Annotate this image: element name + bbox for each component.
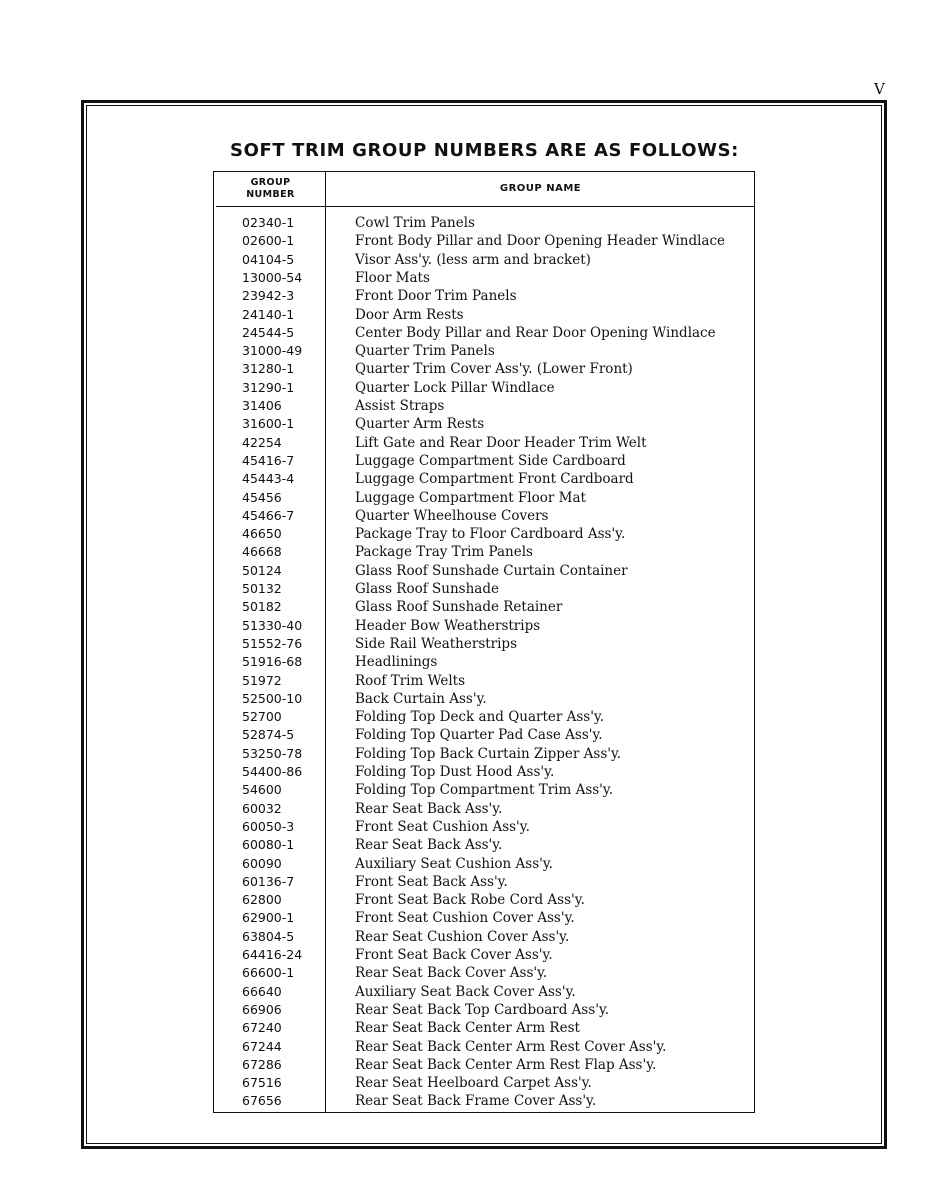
table-row <box>242 525 742 543</box>
table-row <box>242 306 742 324</box>
group-number: 50124 <box>242 562 282 578</box>
group-number: 02340-1 <box>242 215 295 230</box>
group-name: Front Seat Cushion Ass'y. <box>355 818 530 835</box>
table-row <box>242 672 742 690</box>
table-row <box>242 763 742 781</box>
group-number: 67286 <box>242 1056 282 1072</box>
group-name: Rear Seat Back Center Arm Rest <box>355 1020 580 1037</box>
table-row <box>242 251 742 269</box>
group-number: 45443-4 <box>242 471 295 487</box>
column-header-number-line2: NUMBER <box>246 189 295 200</box>
group-number: 52874-5 <box>242 727 295 743</box>
group-name: Front Seat Back Robe Cord Ass'y. <box>355 892 585 909</box>
group-number: 67244 <box>242 1038 282 1054</box>
group-name: Cowl Trim Panels <box>355 215 475 231</box>
table-row <box>242 543 742 561</box>
group-number: 54400-86 <box>242 764 303 779</box>
group-name: Package Tray to Floor Cardboard Ass'y. <box>355 526 626 543</box>
group-name: Front Body Pillar and Door Opening Header Windlace <box>355 233 726 250</box>
page-heading: SOFT TRIM GROUP NUMBERS ARE AS FOLLOWS: <box>230 140 739 161</box>
group-name: Headlinings <box>355 654 438 671</box>
group-number: 02600-1 <box>242 233 295 249</box>
group-number: 31600-1 <box>242 416 295 432</box>
group-number: 62900-1 <box>242 910 295 926</box>
table-row <box>242 855 742 873</box>
group-name: Rear Seat Heelboard Carpet Ass'y. <box>355 1075 592 1092</box>
group-number: 31290-1 <box>242 379 295 395</box>
table-row <box>242 415 742 433</box>
group-name: Rear Seat Back Ass'y. <box>355 800 503 817</box>
group-number: 66906 <box>242 1001 282 1017</box>
group-number: 60080-1 <box>242 837 295 853</box>
group-name: Folding Top Compartment Trim Ass'y. <box>355 782 614 799</box>
group-number: 60032 <box>242 800 282 816</box>
group-name: Front Door Trim Panels <box>355 288 517 305</box>
group-number: 66640 <box>242 983 282 999</box>
group-name: Roof Trim Welts <box>355 672 466 689</box>
group-name: Door Arm Rests <box>355 306 464 323</box>
group-number: 64416-24 <box>242 947 303 962</box>
table-row <box>242 397 742 415</box>
page-number: V <box>874 80 885 98</box>
group-name: Rear Seat Back Top Cardboard Ass'y. <box>355 1001 610 1018</box>
table-row <box>242 818 742 836</box>
group-number: 60136-7 <box>242 873 295 889</box>
group-number: 62800 <box>242 892 282 908</box>
table-row <box>242 287 742 305</box>
column-header-group-name: GROUP NAME <box>499 183 582 194</box>
table-row <box>242 1038 742 1056</box>
group-name: Glass Roof Sunshade <box>355 581 499 597</box>
table-row <box>242 891 742 909</box>
group-number: 51972 <box>242 672 282 688</box>
group-name: Header Bow Weatherstrips <box>355 617 541 634</box>
group-name: Rear Seat Back Cover Ass'y. <box>355 965 548 982</box>
table-row <box>242 726 742 744</box>
group-name: Package Tray Trim Panels <box>355 544 533 561</box>
table-row <box>242 452 742 470</box>
group-number: 67656 <box>242 1093 282 1109</box>
group-name: Front Seat Cushion Cover Ass'y. <box>355 910 575 927</box>
group-name: Side Rail Weatherstrips <box>355 635 518 652</box>
group-number: 45466-7 <box>242 507 295 523</box>
group-number: 50132 <box>242 581 282 596</box>
group-name: Luggage Compartment Floor Mat <box>355 489 586 506</box>
table-row <box>242 1074 742 1092</box>
group-name: Quarter Trim Cover Ass'y. (Lower Front) <box>355 361 633 378</box>
group-number: 42254 <box>242 434 282 450</box>
table-row <box>242 470 742 488</box>
group-number: 67240 <box>242 1020 282 1036</box>
table-row <box>242 800 742 818</box>
table-row <box>242 580 742 598</box>
group-name: Luggage Compartment Front Cardboard <box>355 471 634 488</box>
table-row <box>242 1056 742 1074</box>
group-number: 60090 <box>242 855 282 871</box>
group-number: 24140-1 <box>242 306 295 322</box>
group-name: Luggage Compartment Side Cardboard <box>355 452 626 469</box>
group-name: Rear Seat Back Center Arm Rest Cover Ass'y. <box>355 1038 667 1055</box>
group-number: 31280-1 <box>242 361 295 377</box>
table-row <box>242 928 742 946</box>
group-name: Quarter Wheelhouse Covers <box>355 507 549 524</box>
table-row <box>242 617 742 635</box>
group-name: Rear Seat Cushion Cover Ass'y. <box>355 928 570 945</box>
group-number: 46650 <box>242 526 282 542</box>
table-row <box>242 836 742 854</box>
table-row <box>242 1001 742 1019</box>
group-number: 13000-54 <box>242 269 303 285</box>
group-name: Quarter Trim Panels <box>355 343 495 360</box>
table-row <box>242 964 742 982</box>
table-row <box>242 379 742 397</box>
table-row <box>242 1092 742 1110</box>
group-number: 24544-5 <box>242 324 295 340</box>
group-number: 52700 <box>242 709 282 725</box>
group-number: 66600-1 <box>242 965 295 981</box>
table-row <box>242 598 742 616</box>
group-number: 51916-68 <box>242 654 303 670</box>
group-number: 23942-3 <box>242 288 295 304</box>
group-name: Center Body Pillar and Rear Door Opening Windlace <box>355 324 716 341</box>
group-name: Back Curtain Ass'y. <box>355 690 487 707</box>
table-row <box>242 360 742 378</box>
table-row <box>242 873 742 891</box>
group-number: 04104-5 <box>242 251 295 267</box>
group-number: 31000-49 <box>242 343 303 359</box>
group-name: Folding Top Quarter Pad Case Ass'y. <box>355 727 603 744</box>
group-number: 46668 <box>242 544 282 560</box>
table-row <box>242 434 742 452</box>
group-number: 53250-78 <box>242 745 303 761</box>
group-name: Rear Seat Back Center Arm Rest Flap Ass'y. <box>355 1056 657 1073</box>
table-row <box>242 708 742 726</box>
group-number: 31406 <box>242 398 282 413</box>
column-header-number-line1: GROUP <box>250 177 291 188</box>
group-number: 45416-7 <box>242 452 295 468</box>
group-name: Rear Seat Back Ass'y. <box>355 837 503 854</box>
group-name: Front Seat Back Cover Ass'y. <box>355 947 553 963</box>
table-row <box>242 324 742 342</box>
group-number: 51330-40 <box>242 617 303 633</box>
table-row <box>242 214 742 232</box>
group-name: Front Seat Back Ass'y. <box>355 873 508 890</box>
table-row <box>242 635 742 653</box>
group-name: Assist Straps <box>355 398 445 414</box>
group-number: 50182 <box>242 599 282 615</box>
group-name: Folding Top Deck and Quarter Ass'y. <box>355 709 605 726</box>
table-row <box>242 342 742 360</box>
group-number: 45456 <box>242 489 282 505</box>
group-number: 51552-76 <box>242 635 303 651</box>
table-row <box>242 909 742 927</box>
table-row <box>242 1019 742 1037</box>
table-row <box>242 507 742 525</box>
group-number: 60050-3 <box>242 818 295 834</box>
group-name: Quarter Lock Pillar Windlace <box>355 379 555 396</box>
group-number: 63804-5 <box>242 928 295 944</box>
group-name: Auxiliary Seat Back Cover Ass'y. <box>355 983 576 1000</box>
table-row <box>242 983 742 1001</box>
group-name: Folding Top Back Curtain Zipper Ass'y. <box>355 745 622 762</box>
table-row <box>242 489 742 507</box>
group-name: Visor Ass'y. (less arm and bracket) <box>355 251 591 268</box>
group-name: Floor Mats <box>355 269 430 286</box>
table-row <box>242 232 742 250</box>
table-row <box>242 690 742 708</box>
table-row <box>242 653 742 671</box>
group-name: Lift Gate and Rear Door Header Trim Welt <box>355 434 647 451</box>
group-name: Glass Roof Sunshade Retainer <box>355 599 563 616</box>
group-name: Folding Top Dust Hood Ass'y. <box>355 764 555 780</box>
group-name: Glass Roof Sunshade Curtain Container <box>355 562 628 579</box>
table-row <box>242 745 742 763</box>
table-row <box>242 946 742 964</box>
group-name: Auxiliary Seat Cushion Ass'y. <box>355 855 553 872</box>
table-row <box>242 781 742 799</box>
table-row <box>242 562 742 580</box>
group-number: 52500-10 <box>242 690 303 706</box>
table-row <box>242 269 742 287</box>
group-number: 67516 <box>242 1075 282 1091</box>
group-name: Rear Seat Back Frame Cover Ass'y. <box>355 1093 597 1110</box>
group-number: 54600 <box>242 782 282 798</box>
group-name: Quarter Arm Rests <box>355 416 485 433</box>
